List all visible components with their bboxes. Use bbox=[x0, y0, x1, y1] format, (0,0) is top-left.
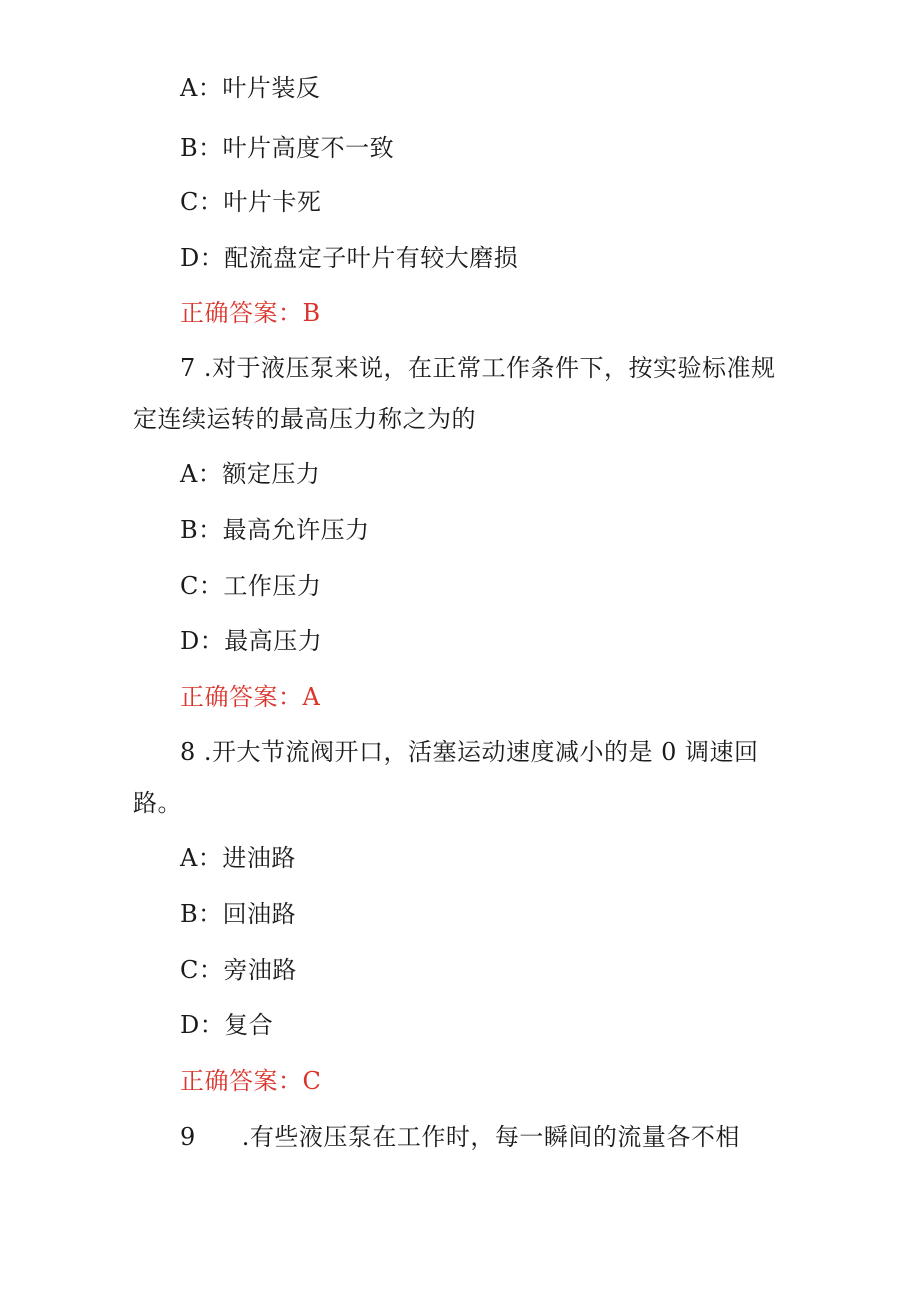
q8-stem-line2: 路。 bbox=[133, 789, 182, 817]
q7-option-c: C：工作压力 bbox=[180, 572, 322, 600]
q8-option-a: A：进油路 bbox=[180, 844, 296, 872]
q7-option-a: A：额定压力 bbox=[180, 460, 321, 488]
q7-option-d: D：最高压力 bbox=[180, 627, 323, 655]
q9-stem-line1 bbox=[180, 1122, 740, 1152]
q8-option-b: B：回油路 bbox=[180, 900, 297, 928]
prev-option-c: C：叶片卡死 bbox=[180, 188, 322, 216]
prev-answer: 正确答案：B bbox=[180, 299, 321, 327]
q8-stem-line1: 8 .开大节流阀开口，活塞运动速度减小的是 0 调速回 bbox=[180, 738, 759, 766]
q7-option-b: B：最高允许压力 bbox=[180, 516, 370, 544]
q8-option-d: D：复合 bbox=[180, 1011, 274, 1039]
prev-option-d: D：配流盘定子叶片有较大磨损 bbox=[180, 244, 519, 272]
q7-stem-line2: 定连续运转的最高压力称之为的 bbox=[133, 405, 476, 433]
q9-number: 9 bbox=[180, 1123, 196, 1151]
prev-option-a: A：叶片装反 bbox=[180, 74, 321, 102]
q7-stem-line1: 7 .对于液压泵来说，在正常工作条件下，按实验标准规 bbox=[180, 354, 776, 382]
q8-answer: 正确答案：C bbox=[180, 1067, 322, 1095]
q7-answer: 正确答案：A bbox=[180, 683, 321, 711]
q9-stem-text: .有些液压泵在工作时，每一瞬间的流量各不相 bbox=[241, 1123, 740, 1151]
q8-option-c: C：旁油路 bbox=[180, 956, 297, 984]
prev-option-b: B：叶片高度不一致 bbox=[180, 134, 395, 162]
